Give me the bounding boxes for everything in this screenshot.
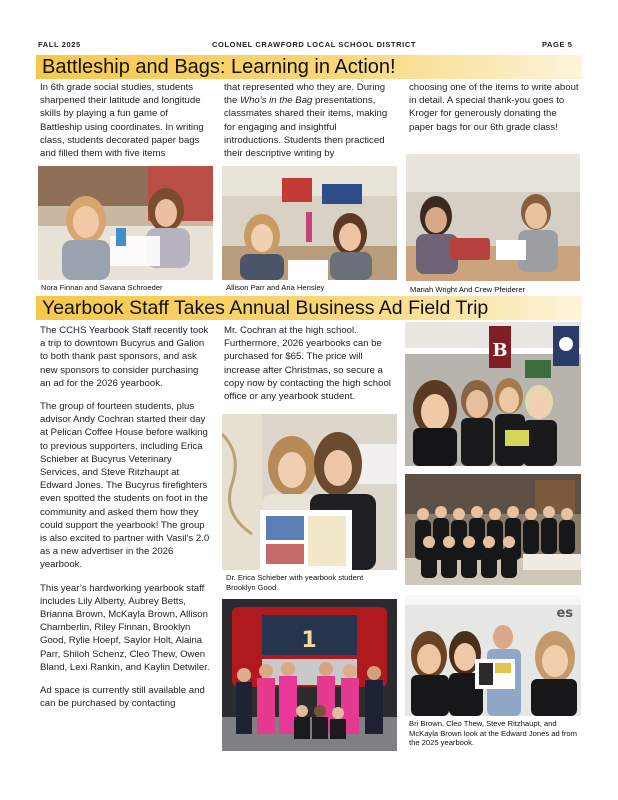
article2-paragraph-2: The group of fourteen students, plus advisor Andy Cochran started their day at Pelican Coffee House before walking to previous supporters, including Erica Schieber at Bucyrus Veterinary Services, and Steve Ritzhaupt at Edward Jones. The Bucyrus firefighters even spotted the students on foot in the community and asked them how they could support the yearbook! The group is also excited to partner with Vasil’s 2.0 as a new advertiser in the 2026 yearbook.: [40, 401, 210, 571]
photo-battleship-3: [406, 154, 580, 281]
hanging-sign-letter: B: [492, 340, 508, 361]
article2-paragraph-1: The CCHS Yearbook Staff recently took a trip to downtown Bucyrus and Galion to both thank past sponsors, and ask new sponsors to consider purchasing an ad for the 2026 yearbook.: [40, 325, 209, 389]
article1-text-2: that represented who they are. During the Who’s in the Bag presentations, classmates shared their items, making for engaging and insightful introductions. Students then practiced their descriptive writing by: [224, 82, 388, 160]
issue-label: FALL 2025: [38, 40, 81, 49]
article2-title: Yearbook Staff Takes Annual Business Ad Field Trip: [42, 297, 489, 319]
article1-title: Battleship and Bags: Learning in Action!: [42, 56, 396, 78]
photo-edward-jones: [405, 595, 581, 716]
fire-truck-number: 1: [301, 628, 317, 653]
photo-vet-visit: [222, 414, 397, 570]
article1-column-3: [409, 81, 581, 144]
photo-battleship-2: [222, 166, 397, 280]
photo-coffee-house: [405, 322, 581, 466]
caption-vet: Dr. Erica Schieber with yearbook student Brooklyn Good.: [226, 573, 364, 592]
article1-column-2: [224, 81, 396, 170]
article2-paragraph-3: This year’s hardworking yearbook staff includes Lily Alberty, Aubrey Betts, Brianna Brown, McKayla Brown, Allison Chamberlin, Riley Finnan, Brooklyn Good, Rylie Hoepf, Saylor Holt, Alaina Parr, Shiloh Schenz, Cleo Thew, Owen Bland, Lexi Rankin, and Kaylin Detwiler.: [40, 582, 210, 673]
page-number: PAGE 5: [542, 40, 573, 49]
article2-column-1: [40, 324, 210, 720]
article2-banner: [36, 296, 582, 320]
photo-firefighters: [222, 599, 397, 751]
district-label: COLONEL CRAWFORD LOCAL SCHOOL DISTRICT: [212, 40, 417, 49]
article2-column-2: [224, 324, 396, 413]
photo-group-vasils: [405, 474, 581, 585]
article1-text-1: In 6th grade social studies, students sharpened their latitude and longitude skills by playing a fun game of Battleship using coordinates. In writing class, students decorated paper bags and filled them with five items: [40, 82, 204, 160]
photo-battleship-1: [38, 166, 213, 280]
bag-activity-name: Who’s in the Bag: [240, 95, 313, 107]
article1-text-3: choosing one of the items to write about in detail. A special thank-you goes to Kroger for generously donating the paper bags for our 6th grade class!: [409, 82, 579, 133]
caption-photo-1: Nora Finnan and Savana Schroeder: [41, 283, 163, 292]
article2-paragraph-5: Mr. Cochran at the high school. Furthermore, 2026 yearbooks can be purchased for $65. The price will increase after Christmas, so secure a copy now by contacting the high school office or any yearbook student.: [224, 325, 391, 403]
caption-photo-2: Allison Parr and Aria Hensley: [226, 283, 325, 292]
article2-paragraph-4: Ad space is currently still available and can be purchased by contacting: [40, 685, 205, 710]
article1-banner: [36, 55, 582, 79]
office-sign-letters: es: [556, 606, 573, 621]
caption-photo-3: Mariah Wright And Crew Pfeiderer: [410, 285, 526, 294]
article1-column-1: [40, 81, 212, 170]
caption-edward-jones: Bri Brown, Cleo Thew, Steve Ritzhaupt, and McKayla Brown look at the Edward Jones ad from the 2025 yearbook.: [409, 719, 577, 748]
